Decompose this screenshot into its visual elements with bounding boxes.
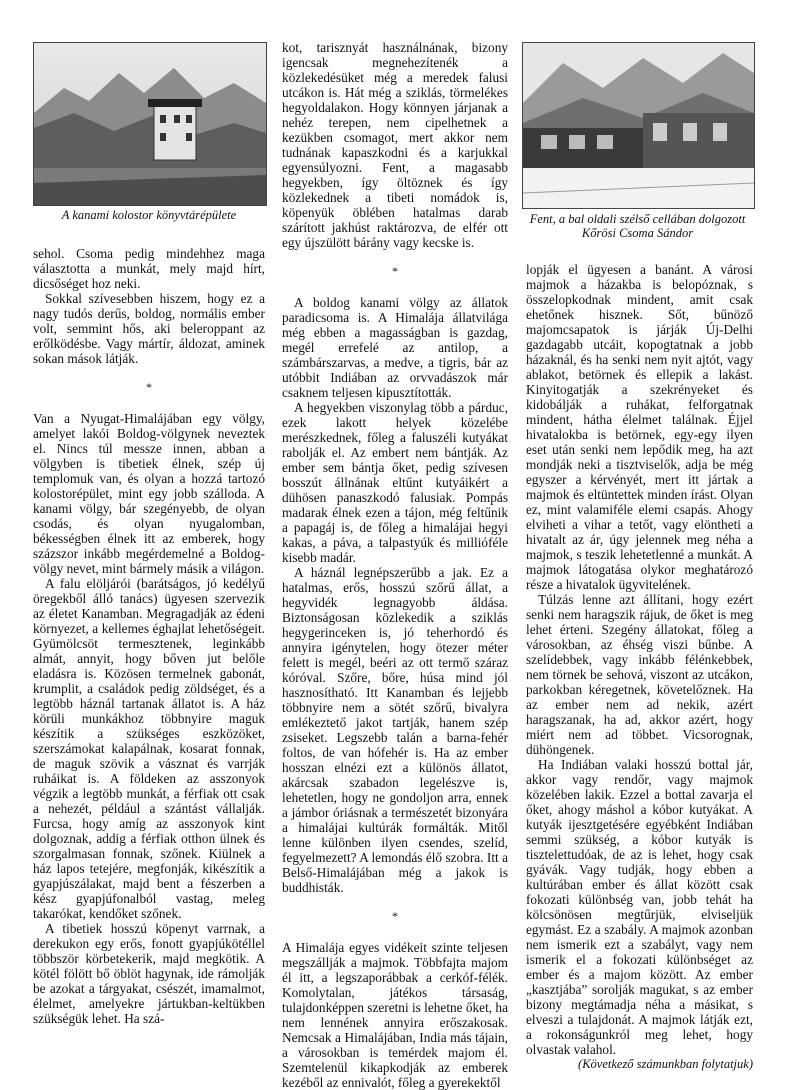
- paragraph: Van a Nyugat-Himalájában egy völgy, amelyet lakói Boldog-völgynek neveztek el. Nincs túl messze innen, abban a völgyben is tibetiek élnek, szép új templomuk van, és olyan a hozzá tartozó kolostorépület, mint egy jobb szálloda. A kanami völgy, bár szegényebb, de olyan csodás, és olyan nyugalomban, békességben élnek itt az emberek, hogy százszor inkább megérdemelné a Boldog-völgy nevet, mint bármely másik a világon.: [33, 411, 265, 576]
- continued-note: (Következő számunkban folytatjuk): [578, 1057, 753, 1071]
- paragraph: A falu elöljárói (barátságos, jó kedélyű öregekből álló tanács) ügyesen szervezik az életet Kanamban. Megragadják az édeni környezet, a kellemes éghajlat lehetőségeit. Gyümölcsöt termesztenek, leginkább almát, annyit, hogy bőven jut belőle eladásra is. Közösen termelnek gabonát, krumplit, a családok pedig zöldséget, és a legtöbb háznál tartanak állatot is. A ház körüli munkákhoz többnyire maguk készítik a szükséges eszközöket, szerszámokat kalapálnak, kosarat fonnak, de maguk szövik a vásznat és varrják ruháikat is. A földeken az asszonyok végzik a legtöbb munkát, a férfiak ott csak a nehezét, például a szántást vállalják. Furcsa, hogy amíg az asszonyok kint dolgoznak, addig a férfiak otthon ülnek és szorgalmasan fonnak, szőnek. Kiülnek a ház lapos tetejére, megfonják, kikészítik a gyapjúszálakat, majd bent a fészerben a kész gyapjúfonalból vastag, meleg takarókat, kendőket szőnek.: [33, 576, 265, 921]
- right-caption-line1: Fent, a bal oldali szélső cellában dolgozott: [529, 212, 746, 226]
- csoma-cell-photo: [522, 42, 755, 209]
- section-separator: *: [392, 264, 398, 278]
- paragraph: Túlzás lenne azt állítani, hogy ezért senki nem haragszik rájuk, de őket is meg lehet érteni. Szegény állatokat, főleg a városokban, az éhség viszi bűnbe. A szelídebbek, vagy inkább félénkebbek, nem törnek be sehová, viszont az utcákon, parkokban kéregetnek, követelőznek. Ha az ember nem ad nekik, azért haragszanak, ha ad, akkor azért, hogy miért nem ad többet. Vicsorognak, dühöngenek.: [526, 592, 753, 757]
- paragraph: sehol. Csoma pedig mindehhez maga választotta a munkát, mely majd hírt, dicsőséget hoz neki.: [33, 246, 265, 291]
- paragraph: A boldog kanami völgy az állatok paradicsoma is. A Himalája állatvilága még ebben a magasságban is gazdag, megél errefelé az antilop, a számbárszarvas, a medve, a tigris, bár az utóbbit Indiában az orvvadászok már csaknem teljesen kipusztították.: [282, 295, 508, 400]
- section-separator: *: [146, 380, 152, 394]
- monastery-library-photo: [33, 42, 267, 206]
- paragraph: Ha Indiában valaki hosszú bottal jár, akkor vagy rendőr, vagy majmok közelében lakik. Ezzel a bottal zavarja el őket, ahogy máshol a kóbor kutyákat. A kutyák ijesztgetésére egyébként Indiában semmi szükség, a kóbor kutyák is tisztelettudóak, de az is lehet, hogy csak gyávák. Vagy tudják, hogy ebben a kultúrában ember és állat között csak fokozati különbség van, jobb tehát ha kölcsönösen megtűrjük, elviseljük egymást. Ez a szabály. A majmok azonban nem ismerik ezt a szabályt, vagy nem ismerik el a fokozati különbséget az ember és a majom között. Az ember „kasztjába” sorolják magukat, s az ember bizony megtámadja néha a másikat, s elveszi a tulajdonát. A majmok látják ezt, a rokonságunkról meg lehet, hogy olvastak valahol.: [526, 757, 753, 1057]
- paragraph: Sokkal szívesebben hiszem, hogy ez a nagy tudós derűs, boldog, normális ember volt, semmint hős, aki beleroppant az erőlködésbe. Vagy mártír, áldozat, aminek sokan mások látják.: [33, 291, 265, 366]
- paragraph: A hegyekben viszonylag több a párduc, ezek lakott helyek közelébe merészkednek, főleg a faluszéli kutyákat rabolják el. Az embert nem bántják. Az ember sem bántja őket, pedig szívesen bosszút állnának eltűnt kutyáikért a dühösen panaszkodó falusiak. Pompás madarak élnek ezen a tájon, még feltűnik a papagáj is, de főleg a himalájai hegyi kakas, a páva, a talpastyúk és milliófélе kisebb madár.: [282, 400, 508, 565]
- paragraph: A háznál legnépszerűbb a jak. Ez a hatalmas, erős, hosszú szőrű állat, a hegyvidék legnagyobb áldása. Biztonságosan közlekedik a sziklás hegygerinceken is, jó teherhordó és annyira igénytelen, hogy ötezer méter felett is megél, beéri az ott termő száraz kóróval. Szőre, bőre, húsa mind jól hasznosítható. Itt Kanamban és lejjebb többnyire nem a sötét szőrű, bivalyra emlékeztető jakot tartják, hanem szép zsiseket. Legszebb talán a barna-fehér foltos, de van hófehér is. Ha az ember hosszan elnézi ezt a különös állatot, akárcsak szabadon legelészve is, lehetetlen, hogy ne gondoljon arra, ennek a jámbor óriásnak a természetét bizonyára a himalájai kultúrák formálták. Mitől lenne különben ilyen csendes, szelíd, fegyelmezett? A lemondás élő szobra. Itt a Belső-Himalájában még a jakok is buddhisták.: [282, 565, 508, 895]
- section-separator: *: [392, 909, 398, 923]
- left-caption-text: A kanami kolostor könyvtárépülete: [61, 208, 237, 222]
- column-3: [526, 262, 753, 1072]
- paragraph: kot, tarisznyát használnának, bizony igencsak megnehezítenék a közlekedésüket még a meredek falusi utcákon is. Hát még a sziklás, törmelékes hegyoldalakon. Hogy könnyen járjanak a nehéz terepen, nem cipelhetnek a kezükben csomagot, mert akkor nem tudnának kapaszkodni és a karjukkal egyensúlyozni. Fent, a magasabb hegyekben, így öltöznek és így közlekednek a tibeti nomádok is, köpenyük öblében hatalmas darab szárított jakhúst raktározva, de elfér ott egy újszülött bárány vagy kecske is.: [282, 40, 508, 250]
- left-photo-caption: [33, 208, 265, 222]
- paragraph: A tibetiek hosszú köpenyt varrnak, a derekukon egy erős, fonott gyapjúkötéllel többször körbetekerik, majd megkötik. A kötél fölött bő öblöt hagynak, ide rámolják be azokat a tárgyakat, csészét, imamalmot, élelmet, amelyekre jártukban-keltükben szükségük lehet. Ha szá-: [33, 921, 265, 1026]
- right-photo-caption: [522, 212, 753, 240]
- right-caption-line2: Kőrösi Csoma Sándor: [581, 226, 694, 240]
- paragraph: A Himalája egyes vidékeit szinte teljesen megszállják a majmok. Többfajta majom él itt, a legszaporábbak a cerkóf-félék. Komolytalan, játékos társaság, tulajdonképpen szeretni is lehetne őket, ha nem lennének annyira erőszakosak. Nemcsak a Himalájában, India más tájain, a városokban is temérdek majom él. Szemtelenül kikapkodják az emberek kezéből az ennivalót, főleg a gyerekektől: [282, 940, 508, 1090]
- column-2: [282, 40, 508, 1090]
- column-1: [33, 246, 265, 1026]
- paragraph: lopják el ügyesen a banánt. A városi majmok a házakba is belopóznak, s összelopkodnak mindent, amit csak ehetőnek hisznek. Sőt, bűnöző majomcsapatok is járják Új-Delhi gazdagabb utcáit, kopogtatnak a jobb házaknál, és ha senki nem nyit ajtót, vagy ablakot, betörnek és ellepik a lakást. Kinyitogatják a szekrényeket és kidobálják a ruhákat, felforgatnak mindent, hátha élelmet találnak. Éjjel hivatalokba is betörnek, egy-egy ilyen eset után senki nem lepődik meg, ha azt mondják neki a tisztviselők, adja be még egyszer a kérvényét, mert itt jártak a majmok és eltüntettek minden írást. Olyan ez, mint valamiféle elemi csapás. Ahogy elviheti a vihar a tetőt, vagy elöntheti a hivatalt az ár, úgy jelennek meg néha a majmok, s teszik lehetetlenné a munkát. A majmok látogatása olykor meghatározó része a hivatalok ügyvitelének.: [526, 262, 753, 592]
